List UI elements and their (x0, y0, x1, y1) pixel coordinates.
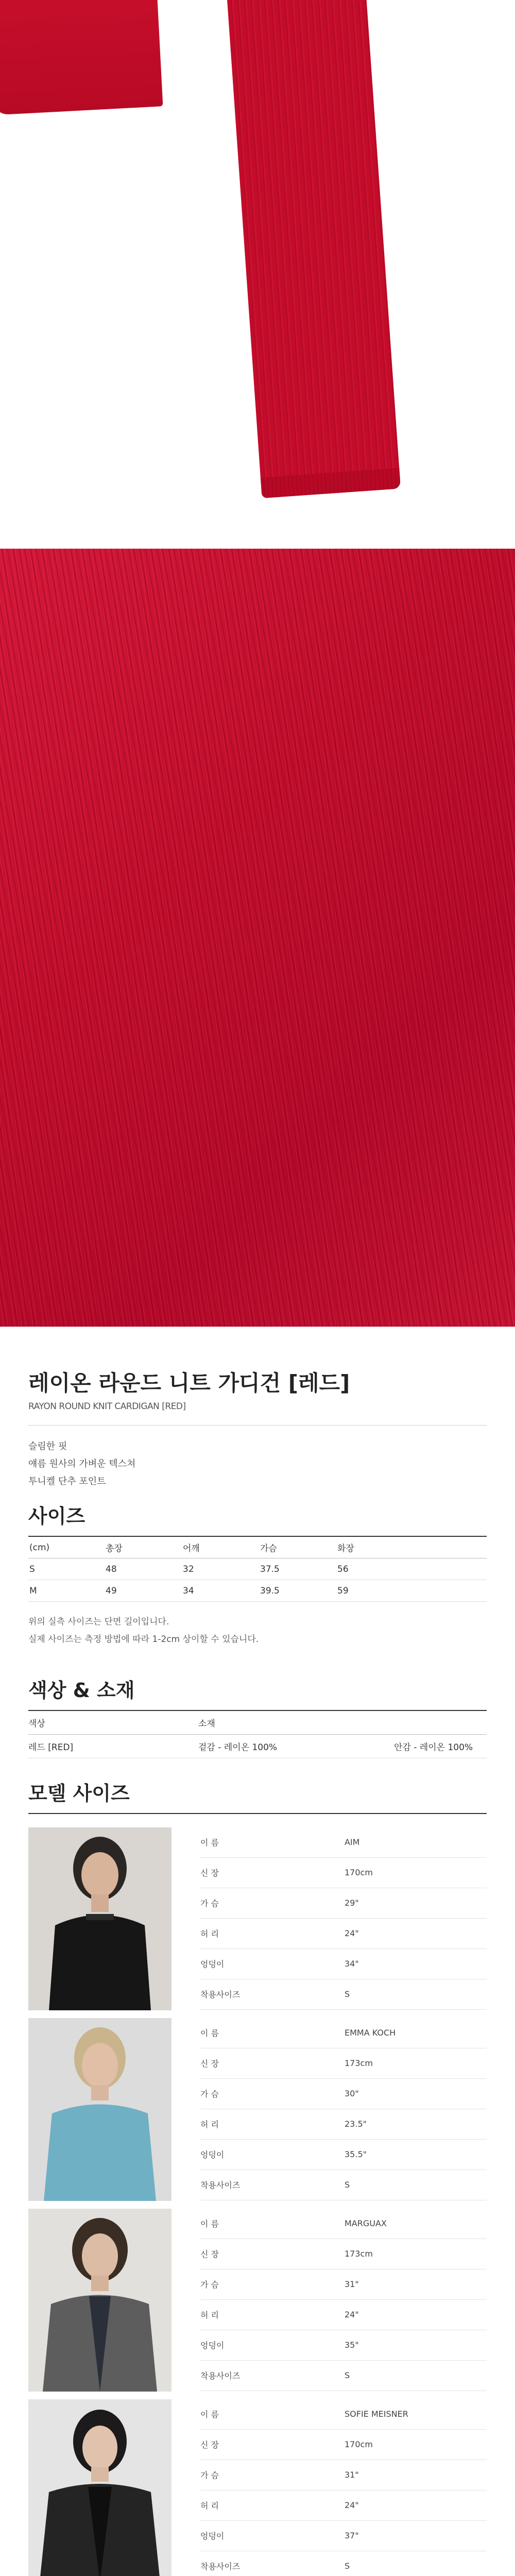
size-section-title: 사이즈 (28, 1505, 85, 1528)
size-cell: 48 (106, 1564, 117, 1574)
table-row (28, 1580, 487, 1602)
model-card (28, 1827, 487, 2018)
model-label: 허 리 (200, 2120, 219, 2130)
model-value: 31" (345, 2279, 359, 2290)
model-value: AIM (345, 1837, 360, 1848)
model-value: S (345, 2561, 350, 2571)
model-row-name (200, 2399, 487, 2430)
size-table (28, 1537, 487, 1602)
model-label: 허 리 (200, 2310, 219, 2320)
material-outer-value: 겉감 - 레이온 100% (198, 1742, 278, 1753)
model-info (200, 2399, 487, 2576)
model-value: 35.5" (345, 2149, 367, 2160)
size-header-cell: (cm) (29, 1542, 50, 1553)
model-row-size (200, 1979, 487, 2010)
cardigan-cuff-shape (261, 468, 401, 498)
model-row-hip (200, 2140, 487, 2170)
model-value: 24" (345, 2500, 359, 2511)
size-cell: 49 (106, 1585, 117, 1596)
model-label: 신 장 (200, 2249, 219, 2260)
model-row-hip (200, 2330, 487, 2361)
sleeve-detail-photo (0, 0, 515, 515)
model-row-name (200, 2018, 487, 2048)
model-value: S (345, 2180, 350, 2190)
model-info (200, 2018, 487, 2209)
model-label: 가 슴 (200, 1899, 219, 1909)
model-value: SOFIE MEISNER (345, 2409, 408, 2419)
size-cell: 34 (183, 1585, 194, 1596)
model-value: S (345, 1989, 350, 1999)
feature-item: 얘름 원사의 가벼운 텍스쳐 (28, 1459, 136, 1470)
model-label: 착용사이즈 (200, 1990, 241, 2000)
model-value: 170cm (345, 2439, 373, 2450)
model-label: 엉덩이 (200, 2150, 225, 2160)
model-row-name (200, 1827, 487, 1858)
model-label: 가 슴 (200, 2280, 219, 2290)
model-label: 신 장 (200, 2059, 219, 2069)
size-header-cell: 어깨 (183, 1544, 200, 1554)
size-header-cell: 가슴 (260, 1544, 277, 1554)
feature-list (28, 1438, 487, 1490)
model-label: 허 리 (200, 2501, 219, 2511)
model-photo (28, 2399, 171, 2576)
table-row (28, 1558, 487, 1580)
model-row-waist (200, 2490, 487, 2521)
model-value: 30" (345, 2089, 359, 2099)
model-card (28, 2399, 487, 2576)
model-label: 가 슴 (200, 2470, 219, 2481)
model-value: 170cm (345, 1868, 373, 1878)
model-label: 신 장 (200, 1868, 219, 1878)
material-header-color: 색상 (28, 1719, 45, 1730)
size-cell: M (29, 1585, 37, 1596)
size-cell: 39.5 (260, 1585, 280, 1596)
model-info (200, 1827, 487, 2018)
size-note: 위의 실측 사이즈는 단면 길이입니다. (28, 1617, 169, 1628)
model-row-size (200, 2551, 487, 2576)
product-subtitle: RAYON ROUND KNIT CARDIGAN [RED] (28, 1401, 186, 1412)
divider (28, 1425, 487, 1426)
section-divider (28, 1813, 487, 1814)
model-card (28, 2018, 487, 2209)
model-value: 24" (345, 2310, 359, 2320)
model-card (28, 2209, 487, 2399)
feature-item: 슬림한 핏 (28, 1441, 67, 1452)
model-row-height (200, 1858, 487, 1888)
cardigan-body-shape (0, 0, 163, 115)
feature-item: 투니켈 단추 포인트 (28, 1476, 106, 1487)
model-row-size (200, 2170, 487, 2200)
model-label: 신 장 (200, 2440, 219, 2450)
model-row-waist (200, 2300, 487, 2330)
model-label: 이 름 (200, 2028, 219, 2039)
model-label: 착용사이즈 (200, 2562, 241, 2572)
product-info (28, 1370, 487, 2576)
model-row-hip (200, 2521, 487, 2551)
model-value: 29" (345, 1898, 359, 1908)
material-row (28, 1735, 487, 1758)
size-cell: 32 (183, 1564, 194, 1574)
cardigan-sleeve-shape (227, 0, 401, 498)
material-header-fabric: 소재 (198, 1719, 215, 1730)
model-row-name (200, 2209, 487, 2239)
model-value: 35" (345, 2340, 359, 2350)
model-row-chest (200, 1888, 487, 1919)
model-figure-icon (28, 2018, 171, 2201)
model-photo (28, 2018, 171, 2201)
size-cell: 56 (337, 1564, 349, 1574)
model-label: 엉덩이 (200, 1959, 225, 1970)
model-row-chest (200, 2079, 487, 2109)
size-notes (28, 1613, 487, 1648)
model-label: 엉덩이 (200, 2341, 225, 2351)
material-header (28, 1711, 487, 1735)
product-title: 레이온 라운드 니트 가디건 [레드] (28, 1370, 350, 1396)
model-photo (28, 1827, 171, 2010)
model-section-title: 모델 사이즈 (28, 1782, 130, 1805)
model-value: 173cm (345, 2249, 373, 2259)
model-row-height (200, 2239, 487, 2269)
model-label: 이 름 (200, 2219, 219, 2229)
material-lining-value: 안감 - 레이온 100% (394, 1742, 473, 1753)
model-label: 가 슴 (200, 2089, 219, 2099)
model-row-size (200, 2361, 487, 2391)
model-label: 이 름 (200, 2410, 219, 2420)
model-value: S (345, 2370, 350, 2381)
model-value: 31" (345, 2470, 359, 2480)
size-header-cell: 총장 (106, 1544, 123, 1554)
material-section-title: 색상 & 소재 (28, 1679, 135, 1702)
model-label: 착용사이즈 (200, 2180, 241, 2191)
model-row-chest (200, 2269, 487, 2300)
model-row-hip (200, 1949, 487, 1979)
size-header-cell: 화장 (337, 1544, 354, 1554)
size-cell: 37.5 (260, 1564, 280, 1574)
model-info (200, 2209, 487, 2399)
model-value: 37" (345, 2531, 359, 2541)
fabric-texture-photo (0, 549, 515, 1327)
model-value: 173cm (345, 2058, 373, 2069)
model-figure-icon (28, 1827, 171, 2010)
size-table-header (28, 1537, 487, 1558)
model-label: 이 름 (200, 1838, 219, 1848)
model-figure-icon (28, 2209, 171, 2392)
model-row-height (200, 2048, 487, 2079)
size-cell: S (29, 1564, 35, 1574)
model-value: 24" (345, 1928, 359, 1939)
model-value: 34" (345, 1959, 359, 1969)
model-photo (28, 2209, 171, 2392)
model-value: MARGUAX (345, 2218, 387, 2229)
model-label: 착용사이즈 (200, 2371, 241, 2381)
model-row-chest (200, 2460, 487, 2490)
model-figure-icon (28, 2399, 171, 2576)
model-label: 엉덩이 (200, 2531, 225, 2541)
model-row-waist (200, 2109, 487, 2140)
model-row-height (200, 2430, 487, 2460)
size-note: 실제 사이즈는 측정 방법에 따라 1-2cm 상이할 수 있습니다. (28, 1634, 259, 1645)
model-value: 23.5" (345, 2119, 367, 2129)
model-label: 허 리 (200, 1929, 219, 1939)
size-cell: 59 (337, 1585, 349, 1596)
material-color-value: 레드 [RED] (28, 1742, 74, 1753)
model-value: EMMA KOCH (345, 2028, 396, 2038)
model-row-waist (200, 1919, 487, 1949)
